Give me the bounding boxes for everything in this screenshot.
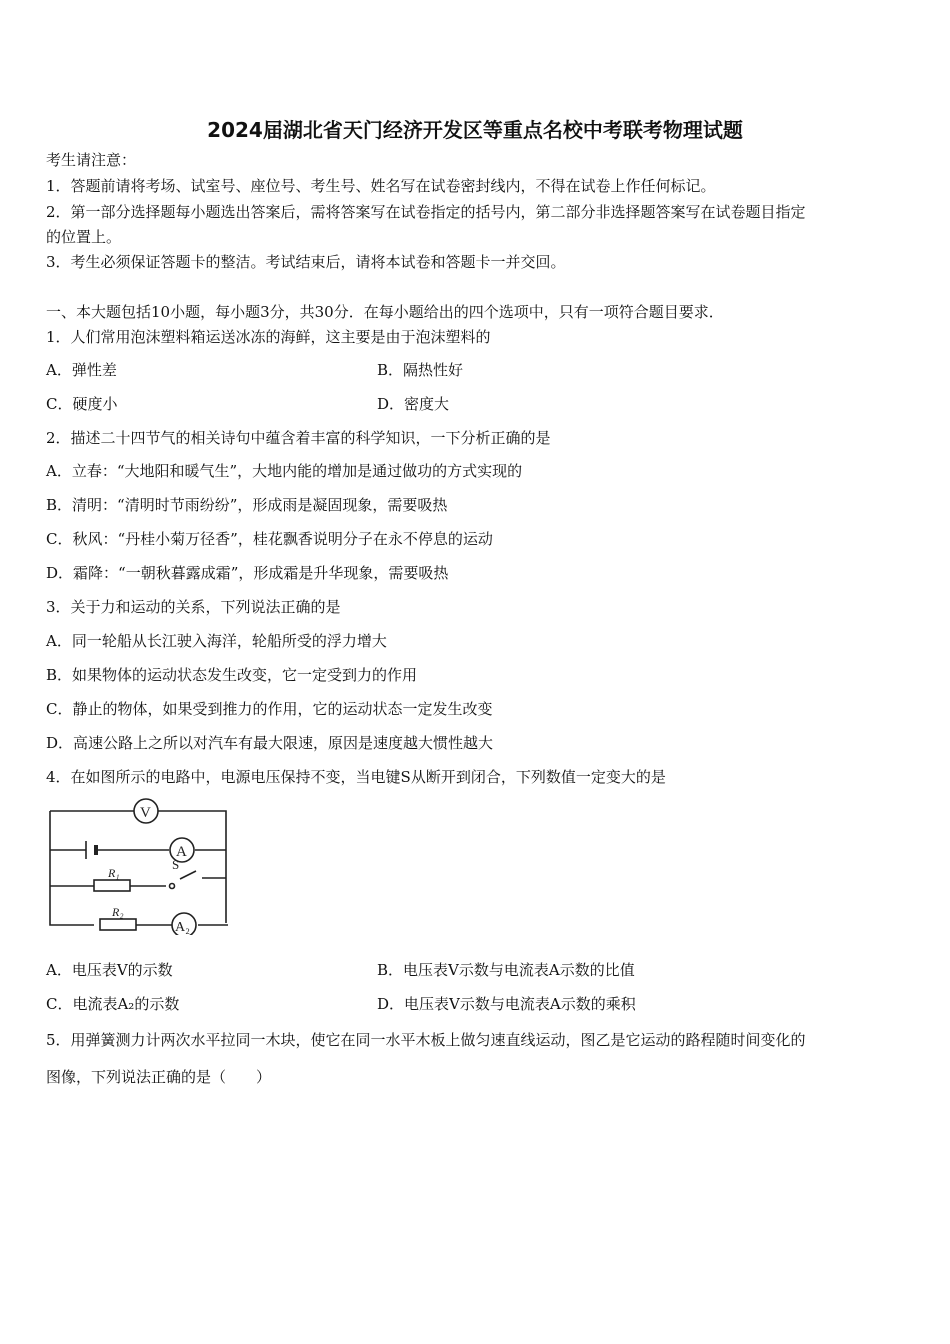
q2-option-b: B．清明：“清明时节雨纷纷”，形成雨是凝固现象，需要吸热 (46, 496, 448, 514)
q3-option-a: A．同一轮船从长江驶入海洋，轮船所受的浮力增大 (46, 632, 387, 650)
ammeter2-label: A₂ (175, 920, 190, 935)
q4-option-d: D．电压表V示数与电流表A示数的乘积 (377, 995, 636, 1013)
notice-item: 3．考生必须保证答题卡的整洁。考试结束后，请将本试卷和答题卡一并交回。 (46, 253, 566, 271)
q1-option-d: D．密度大 (377, 395, 450, 413)
q2-stem: 2．描述二十四节气的相关诗句中蕴含着丰富的科学知识，一下分析正确的是 (46, 429, 551, 447)
q2-option-c: C．秋风：“丹桂小菊万径香”，桂花飘香说明分子在永不停息的运动 (46, 530, 493, 548)
switch-label: S (172, 857, 180, 872)
page-title: 2024届湖北省天门经济开发区等重点名校中考联考物理试题 (207, 118, 743, 142)
r2-label: R₂ (112, 905, 124, 919)
q3-stem: 3．关于力和运动的关系，下列说法正确的是 (46, 598, 341, 616)
q4-option-c: C．电流表A₂的示数 (46, 995, 180, 1013)
notice-item: 1．答题前请将考场、试室号、座位号、考生号、姓名写在试卷密封线内，不得在试卷上作任何标记。 (46, 177, 716, 195)
notice-item: 的位置上。 (46, 228, 122, 246)
q5-stem-continued: 图像，下列说法正确的是（ ） (46, 1068, 272, 1086)
section-heading: 一、本大题包括10小题，每小题3分，共30分．在每小题给出的四个选项中，只有一项符合题目要求． (46, 303, 724, 321)
q5-stem: 5．用弹簧测力计两次水平拉同一木块，使它在同一水平木板上做匀速直线运动，图乙是它运动的路程随时间变化的 (46, 1031, 806, 1049)
q4-option-a: A．电压表V的示数 (46, 961, 173, 979)
notice-item: 2．第一部分选择题每小题选出答案后，需将答案写在试卷指定的括号内，第二部分非选择题答案写在试卷题目指定 (46, 203, 806, 221)
q4-option-b: B．电压表V示数与电流表A示数的比值 (377, 961, 635, 979)
r1-label: R₁ (108, 866, 120, 880)
q1-option-a: A．弹性差 (46, 361, 117, 379)
q1-stem: 1．人们常用泡沫塑料箱运送冰冻的海鲜，这主要是由于泡沫塑料的 (46, 328, 491, 346)
q3-option-d: D．高速公路上之所以对汽车有最大限速，原因是速度越大惯性越大 (46, 734, 494, 752)
q2-option-a: A．立春：“大地阳和暖气生”，大地内能的增加是通过做功的方式实现的 (46, 462, 523, 480)
q3-option-b: B．如果物体的运动状态发生改变，它一定受到力的作用 (46, 666, 418, 684)
q1-option-b: B．隔热性好 (377, 361, 464, 379)
voltmeter-label: V (140, 805, 151, 821)
q2-option-d: D．霜降：“一朝秋暮露成霜”，形成霜是升华现象，需要吸热 (46, 564, 449, 582)
q4-stem: 4．在如图所示的电路中，电源电压保持不变，当电键S从断开到闭合，下列数值一定变大的是 (46, 768, 666, 786)
ammeter-label: A (176, 844, 187, 860)
notice-heading: 考生请注意： (46, 151, 137, 169)
q3-option-c: C．静止的物体，如果受到推力的作用，它的运动状态一定发生改变 (46, 700, 493, 718)
circuit-diagram (44, 795, 244, 935)
q1-option-c: C．硬度小 (46, 395, 118, 413)
